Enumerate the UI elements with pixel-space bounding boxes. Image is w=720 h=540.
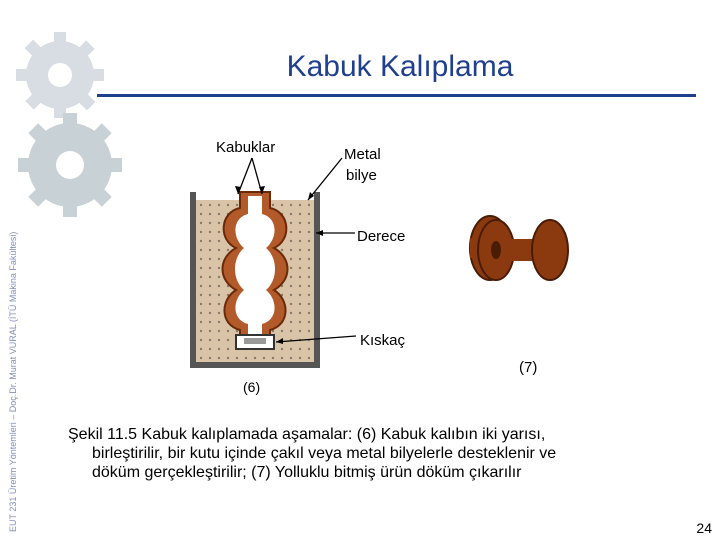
casting-part-icon <box>474 212 574 292</box>
label-clamp: Kıskaç <box>360 332 406 349</box>
figure-caption <box>68 425 688 482</box>
page-number: 24 <box>696 520 712 536</box>
label-metal-ball-2: bilye <box>346 167 377 184</box>
caption-line-1: Şekil 11.5 Kabuk kalıplamada aşamalar: (6) Kabuk kalıbın iki yarısı, <box>68 426 546 443</box>
label-fig7: (7) <box>519 359 538 376</box>
label-shells: Kabuklar <box>216 139 276 156</box>
side-footer-text: EUT 231 Üretim Yöntemleri – Doç.Dr. Murat VURAL (İTÜ Makina Fakültesi) <box>8 231 18 532</box>
title-underline <box>97 94 696 97</box>
caption-line-3: döküm gerçekleştirilir; (7) Yolluklu bitmiş ürün döküm çıkarılır <box>92 464 522 481</box>
label-flask: Derece <box>357 228 406 245</box>
caption-line-2: birleştirilir, bir kutu içinde çakıl veya metal bilyelerle desteklenir ve <box>92 445 557 462</box>
gear-decoration-icon <box>0 30 130 230</box>
label-fig6: (6) <box>243 379 261 395</box>
slide-title: Kabuk Kalıplama <box>286 50 514 83</box>
label-metal-ball: Metal <box>344 146 381 163</box>
